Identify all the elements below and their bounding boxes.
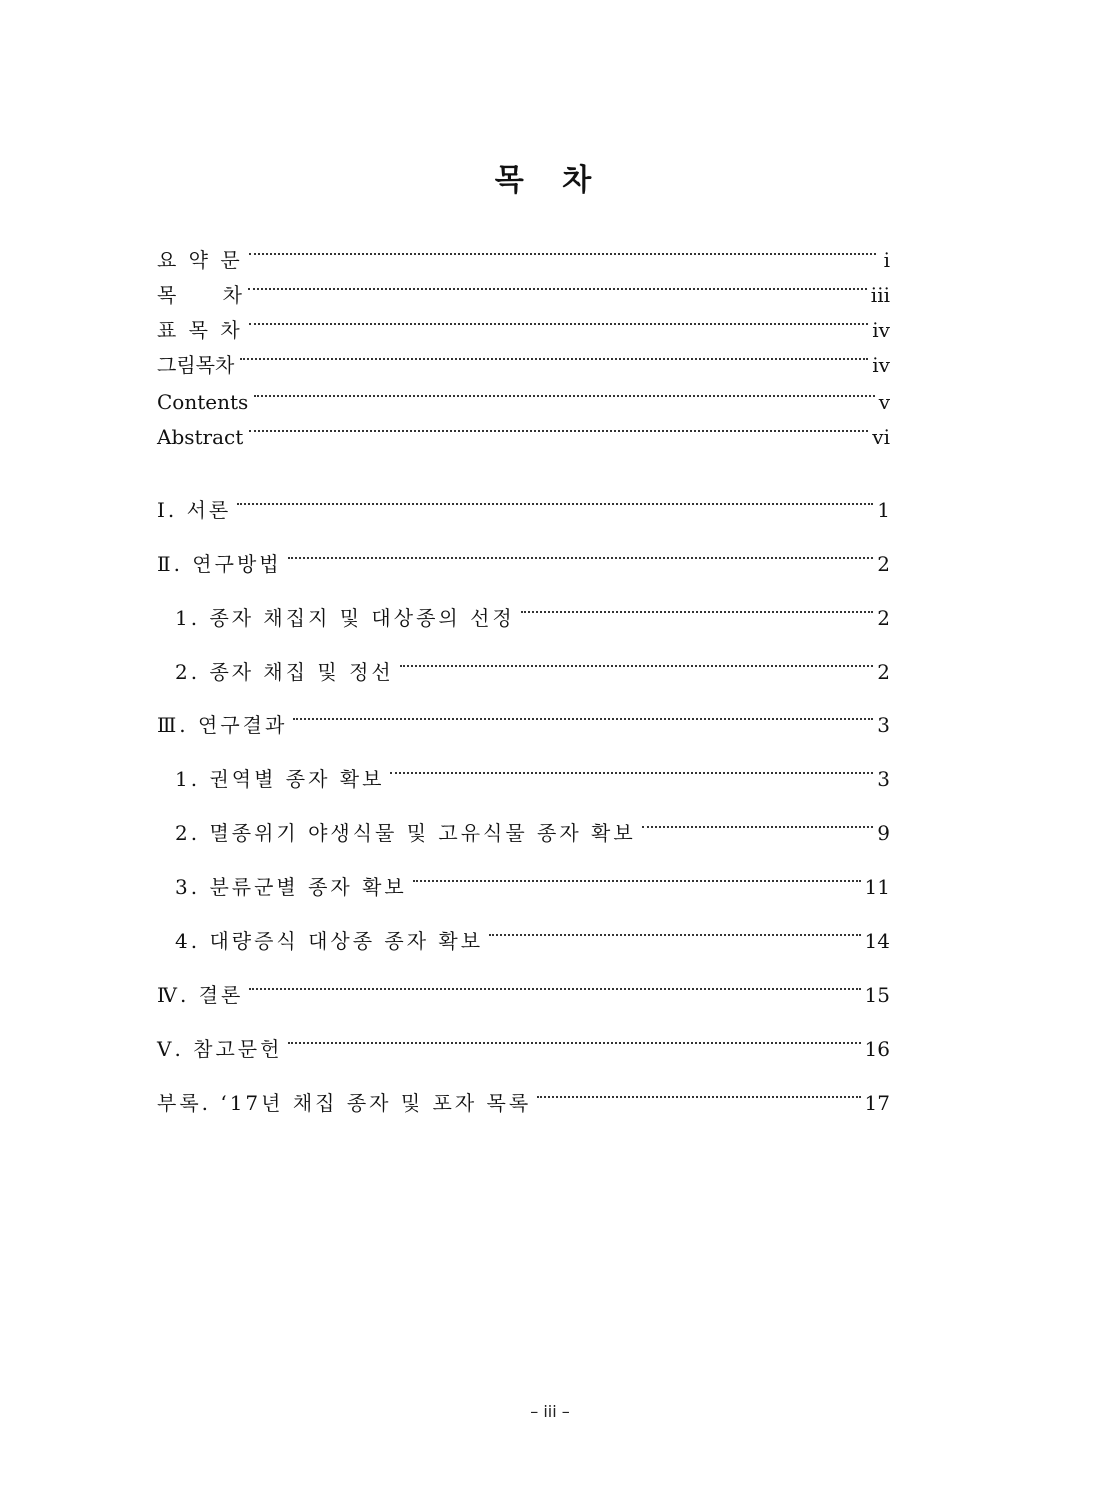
toc-entry-page: 3 — [877, 767, 890, 791]
toc-leader-dots — [521, 611, 874, 613]
toc-entry-label: 요 약 문 — [157, 248, 243, 272]
toc-leader-dots — [293, 718, 873, 720]
toc-entry-label: 3. 분류군별 종자 확보 — [175, 875, 407, 899]
toc-leader-dots — [390, 772, 873, 774]
toc-entry-page: i — [883, 248, 890, 272]
toc-entry-page: 11 — [864, 875, 890, 899]
toc-entry-abstract[interactable] — [157, 422, 890, 452]
toc-entry-label: 표 목 차 — [157, 318, 243, 342]
toc-entry-figure-list[interactable] — [157, 350, 890, 380]
toc-entry-label: 1. 종자 채집지 및 대상종의 선정 — [175, 606, 515, 630]
toc-entry-page: ⅳ — [872, 318, 890, 342]
toc-section-2-2[interactable] — [175, 657, 890, 687]
toc-entry-page: 1 — [877, 498, 890, 522]
toc-entry-table-list[interactable] — [157, 315, 890, 345]
toc-section-2-1[interactable] — [175, 603, 890, 633]
toc-entry-page: vi — [872, 425, 890, 449]
toc-leader-dots — [489, 934, 861, 936]
toc-section-3-3[interactable] — [175, 872, 890, 902]
toc-entry-page: v — [878, 390, 890, 414]
toc-entry-label: Ⅱ. 연구방법 — [157, 552, 282, 576]
toc-entry-english-contents[interactable] — [157, 387, 890, 417]
toc-leader-dots — [254, 395, 874, 397]
toc-entry-label: 목 차 — [157, 283, 242, 307]
toc-entry-page: 15 — [864, 983, 890, 1007]
toc-entry-label: Ⅰ. 서론 — [157, 498, 232, 522]
toc-entry-label: 그림목차 — [157, 353, 235, 377]
toc-entry-label: 4. 대량증식 대상종 종자 확보 — [175, 929, 484, 953]
toc-entry-label: Ⅳ. 결론 — [157, 983, 244, 1007]
toc-entry-label: 2. 종자 채집 및 정선 — [175, 660, 394, 684]
toc-section-3-4[interactable] — [175, 926, 890, 956]
toc-leader-dots — [288, 557, 874, 559]
toc-entry-label: Ⅲ. 연구결과 — [157, 713, 288, 737]
toc-entry-label: Abstract — [157, 425, 244, 449]
toc-leader-dots — [537, 1096, 860, 1098]
toc-leader-dots — [249, 430, 868, 432]
toc-leader-dots — [642, 826, 874, 828]
footer-page-number: – iii – — [530, 1402, 570, 1421]
toc-leader-dots — [249, 988, 860, 990]
toc-entry-label: Ⅴ. 참고문헌 — [157, 1037, 283, 1061]
toc-leader-dots — [400, 665, 874, 667]
toc-chapter-1[interactable] — [157, 495, 890, 525]
toc-leader-dots — [249, 323, 869, 325]
toc-appendix[interactable] — [157, 1088, 890, 1118]
toc-entry-page: 9 — [877, 821, 890, 845]
toc-entry-contents[interactable] — [157, 280, 890, 310]
toc-entry-page: 3 — [877, 713, 890, 737]
toc-entry-label: 2. 멸종위기 야생식물 및 고유식물 종자 확보 — [175, 821, 636, 845]
toc-section-3-2[interactable] — [175, 818, 890, 848]
toc-leader-dots — [249, 253, 876, 255]
toc-entry-page: 16 — [864, 1037, 890, 1061]
toc-chapter-3[interactable] — [157, 710, 890, 740]
page-title: 목 차 — [494, 163, 606, 198]
toc-chapter-5[interactable] — [157, 1034, 890, 1064]
toc-leader-dots — [413, 880, 861, 882]
toc-entry-label: Contents — [157, 390, 249, 414]
toc-section-3-1[interactable] — [175, 764, 890, 794]
toc-entry-page: 2 — [877, 552, 890, 576]
toc-entry-label: 부록. ‘17년 채집 종자 및 포자 목록 — [157, 1091, 532, 1115]
toc-chapter-4[interactable] — [157, 980, 890, 1010]
toc-leader-dots — [248, 288, 867, 290]
toc-leader-dots — [240, 358, 868, 360]
toc-entry-page: iii — [870, 283, 890, 307]
toc-leader-dots — [288, 1042, 860, 1044]
toc-entry-page: 2 — [877, 606, 890, 630]
toc-chapter-2[interactable] — [157, 549, 890, 579]
toc-entry-label: 1. 권역별 종자 확보 — [175, 767, 385, 791]
toc-entry-page: 17 — [864, 1091, 890, 1115]
toc-leader-dots — [237, 503, 873, 505]
toc-entry-page: 2 — [877, 660, 890, 684]
toc-entry-page: 14 — [864, 929, 890, 953]
toc-entry-summary[interactable] — [157, 245, 890, 275]
toc-entry-page: ⅳ — [872, 353, 890, 377]
